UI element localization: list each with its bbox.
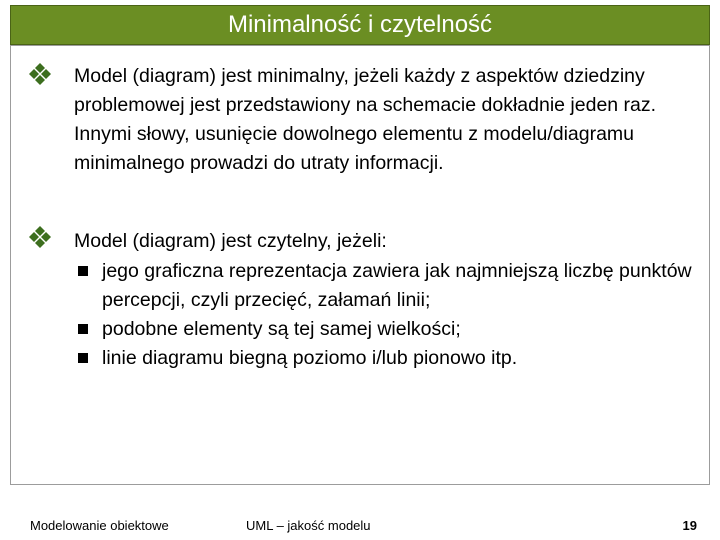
- sub-item: linie diagramu biegną poziomo i/lub pionowo itp.: [102, 347, 518, 369]
- square-bullet-icon: [78, 353, 88, 363]
- bullet-item-readable: [74, 227, 700, 256]
- four-diamond-bullet-icon: [28, 62, 52, 86]
- square-bullet-icon: [78, 324, 88, 334]
- sub-item: podobne elementy są tej samej wielkości;: [102, 318, 461, 340]
- item-definition: , jeżeli:: [326, 230, 387, 252]
- page-number: 19: [682, 518, 697, 533]
- item-term: Model (diagram) jest czytelny: [74, 230, 327, 252]
- footer-course: Modelowanie obiektowe: [30, 518, 169, 533]
- slide-title: Minimalność i czytelność: [227, 11, 493, 38]
- square-bullet-icon: [78, 266, 88, 276]
- title-bar: [10, 5, 710, 45]
- four-diamond-bullet-icon: [28, 225, 52, 249]
- sub-item: jego graficzna reprezentacja zawiera jak najmniejszą liczbę punktów percepcji, czyli przecięć, załamań linii;: [102, 260, 692, 311]
- item-term: Model (diagram) jest minimalny: [74, 65, 344, 87]
- bullet-item-minimal: [74, 62, 700, 178]
- footer-topic: UML – jakość modelu: [246, 518, 371, 533]
- item-definition: , jeżeli każdy z aspektów dziedziny problemowej jest przedstawiony na schemacie dokładnie jeden raz. Innymi słowy, usunięcie dowolnego elementu z modelu/diagramu minimalnego prowadzi do utraty informacji.: [74, 65, 657, 174]
